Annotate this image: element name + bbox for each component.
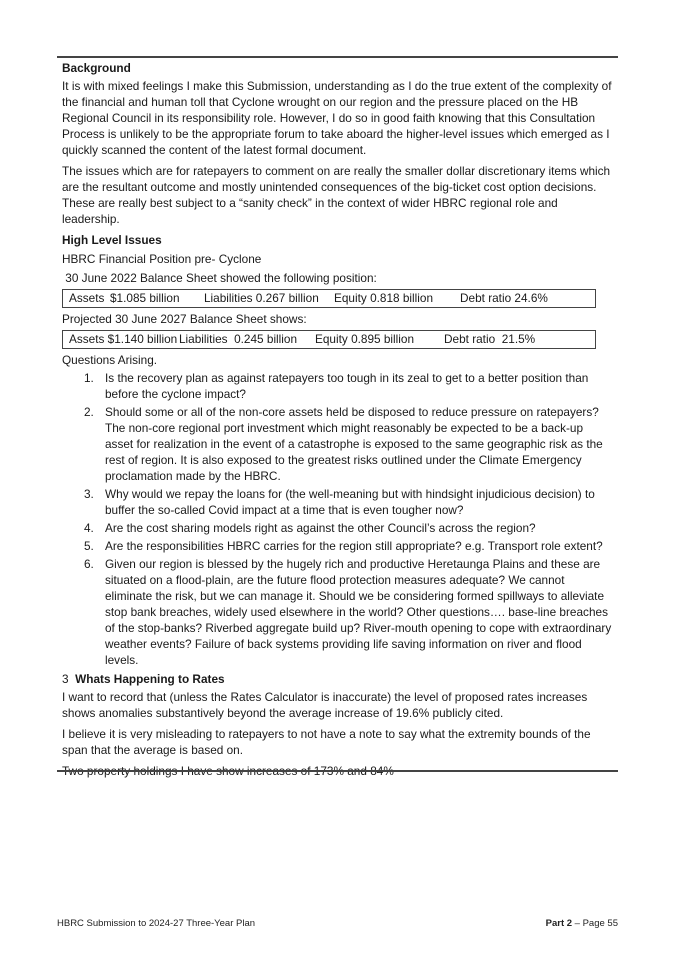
list-item [62,556,613,668]
rates-heading-text: Whats Happening to Rates [75,672,225,686]
bs2027-assets: Assets $1.140 billion [69,332,178,346]
balance-sheet-2027-label: Projected 30 June 2027 Balance Sheet shows: [62,312,307,326]
background-paragraph-2: The issues which are for ratepayers to comment on are really the smaller dollar discretionary items which are the resultant outcome and mostly unintended consequences of the big-ticket cost option decisions. These are really best subject to a “sanity check” in the context of wider HBRC regional role and leadership. [62,164,611,226]
footer-page [546,918,618,929]
list-item-text: Is the recovery plan as against ratepayers too tough in its zeal to get to a better position than before the cyclone impact? [105,371,589,401]
list-item-text: Should some or all of the non-core assets held be disposed to reduce pressure on ratepayers? The non-core regional port investment which might reasonably be expected to be a back-up asset for realization in the event of a catastrophe is exposed to the same geographic risk as the rest of region. It is also exposed to the greatest risks outlined under the Climate Emergency proclamation made by the HBRC. [105,405,603,483]
list-item-text: Are the responsibilities HBRC carries for the region still appropriate? e.g. Transport role extent? [105,539,603,553]
list-item [62,520,613,536]
questions-list [62,370,613,668]
list-item-number: 4. [84,521,94,535]
background-paragraph-1: It is with mixed feelings I make this Submission, understanding as I do the true extent of the complexity of the financial and human toll that Cyclone wrought on our region and the pressure placed on the HB Regional Council in its responsibility role. However, I do so in good faith knowing that this Consultation Process is unlikely to be the appropriate forum to take aboard the higher-level issues which emerged as I quickly scanned the content of the latest formal document. [62,79,612,157]
list-item-number: 2. [84,405,94,419]
bs2022-assets-value: $1.085 billion [110,291,180,305]
list-item-text: Are the cost sharing models right as against the other Council’s across the region? [105,521,536,535]
bs2027-equity: Equity 0.895 billion [315,332,415,346]
rates-heading [62,671,613,687]
rates-paragraph-2: I believe it is very misleading to ratepayers to not have a note to say what the extremity bounds of the span that the average is based on. [62,727,591,757]
top-rule [57,56,618,58]
footer-title: HBRC Submission to 2024-27 Three-Year Plan [57,918,256,929]
bs2022-liabilities: Liabilities 0.267 billion [204,291,319,305]
bs2027-liabilities: Liabilities 0.245 billion [179,332,298,346]
rates-paragraph-1: I want to record that (unless the Rates Calculator is inaccurate) the level of proposed rates increases shows anomalies substantively beyond the average increase of 19.6% publicly cited. [62,690,588,720]
bs2022-equity: Equity 0.818 billion [334,291,434,305]
list-item-number: 3. [84,487,94,501]
balance-sheet-2022-box [62,289,596,308]
bs2022-debt-ratio: Debt ratio 24.6% [460,291,548,305]
high-level-heading: High Level Issues [62,233,162,247]
bs2022-assets-label: Assets [69,291,105,305]
list-item-text: Why would we repay the loans for (the well-meaning but with hindsight injudicious decision) to buffer the so-called Covid impact at a time that is even tougher now? [105,487,595,517]
balance-sheet-2027-box [62,330,596,349]
balance-sheet-2022-label: 30 June 2022 Balance Sheet showed the following position: [62,271,377,285]
bottom-rule [57,770,618,772]
questions-arising-label: Questions Arising. [62,353,158,367]
list-item [62,370,613,402]
list-item [62,486,613,518]
list-item-text: Given our region is blessed by the hugely rich and productive Heretaunga Plains and these are situated on a flood-plain, are the future flood protection measures adequate? We cannot eliminate the risk, but we can manage it. Should we be considering formed spillways to alleviate stop bank breaches, widely used elsewhere in the world? Other questions…. base-line breaches of the stop-banks? Riverbed aggregate build up? River-mouth opening to cope with extraordinary weather events? Failure of back systems providing life saving information on river and flood levels. [105,557,612,667]
background-heading: Background [62,61,131,75]
list-item-number: 6. [84,557,94,571]
footer-page-number: – Page 55 [572,918,618,929]
bs2027-debt-ratio: Debt ratio 21.5% [444,332,536,346]
content [62,59,613,779]
list-item-number: 1. [84,371,94,385]
footer-part: Part 2 [545,918,573,929]
list-item-number: 5. [84,539,94,553]
rates-heading-number: 3 [62,672,69,686]
financial-position-subheading: HBRC Financial Position pre- Cyclone [62,252,262,266]
list-item [62,538,613,554]
list-item [62,404,613,484]
